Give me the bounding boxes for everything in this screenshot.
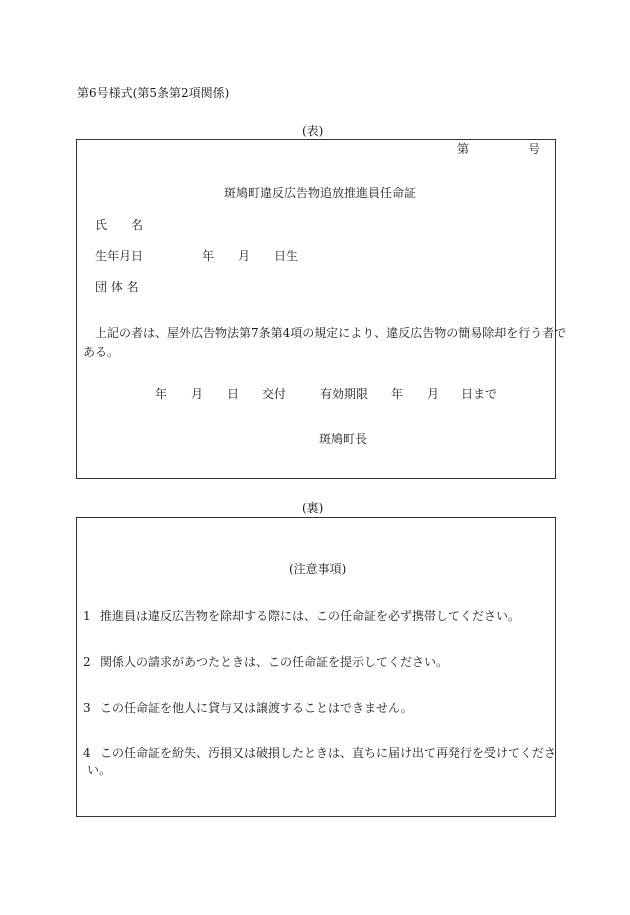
valid-year-unit: 年 (391, 387, 404, 401)
issue-label: 交付 (262, 387, 287, 401)
notes-title: (注意事項) (289, 562, 347, 576)
number-prefix: 第 (457, 142, 470, 156)
note-1-text: 推進員は違反広告物を除却する際には、この任命証を必ず携帯してください。 (100, 609, 521, 623)
valid-until: 日まで (461, 387, 498, 401)
note-2-text: 関係人の請求があつたときは、この任命証を提示してください。 (100, 655, 449, 669)
birth-day-unit: 日生 (274, 249, 299, 263)
note-4-number: 4 (83, 746, 91, 760)
note-2-number: 2 (83, 655, 91, 669)
group-label: 団 体 名 (95, 280, 139, 294)
birth-year-unit: 年 (202, 249, 215, 263)
issue-month-unit: 月 (191, 387, 204, 401)
back-card (76, 517, 556, 817)
number-suffix: 号 (528, 142, 541, 156)
name-label-part1: 氏 (95, 218, 108, 232)
birth-month-unit: 月 (238, 249, 251, 263)
note-4-text: この任命証を紛失、汚損又は破損したときは、直ちに届け出て再発行を受けてくださ (100, 746, 557, 760)
statement-line1: 上記の者は、屋外広告物法第7条第4項の規定により、違反広告物の簡易除却を行う者で (95, 326, 567, 340)
certificate-title: 斑鳩町違反広告物追放推進員任命証 (224, 186, 417, 200)
note-3-number: 3 (83, 701, 91, 715)
note-3-text: この任命証を他人に貸与又は譲渡することはできません。 (100, 701, 413, 715)
note-1-number: 1 (83, 609, 91, 623)
statement-line2: ある。 (83, 345, 120, 359)
front-label: (表) (302, 124, 324, 138)
birth-label: 生年月日 (95, 249, 144, 263)
issue-day-unit: 日 (227, 387, 240, 401)
issue-year-unit: 年 (155, 387, 168, 401)
issuer-name: 斑鳩町長 (319, 432, 368, 446)
form-number: 第6号様式(第5条第2項関係) (77, 86, 230, 100)
note-4-text-continuation: い。 (87, 763, 112, 777)
back-label: (裏) (302, 501, 324, 515)
valid-month-unit: 月 (427, 387, 440, 401)
name-label-part2: 名 (131, 218, 144, 232)
front-card (76, 139, 567, 479)
valid-label: 有効期限 (320, 387, 369, 401)
